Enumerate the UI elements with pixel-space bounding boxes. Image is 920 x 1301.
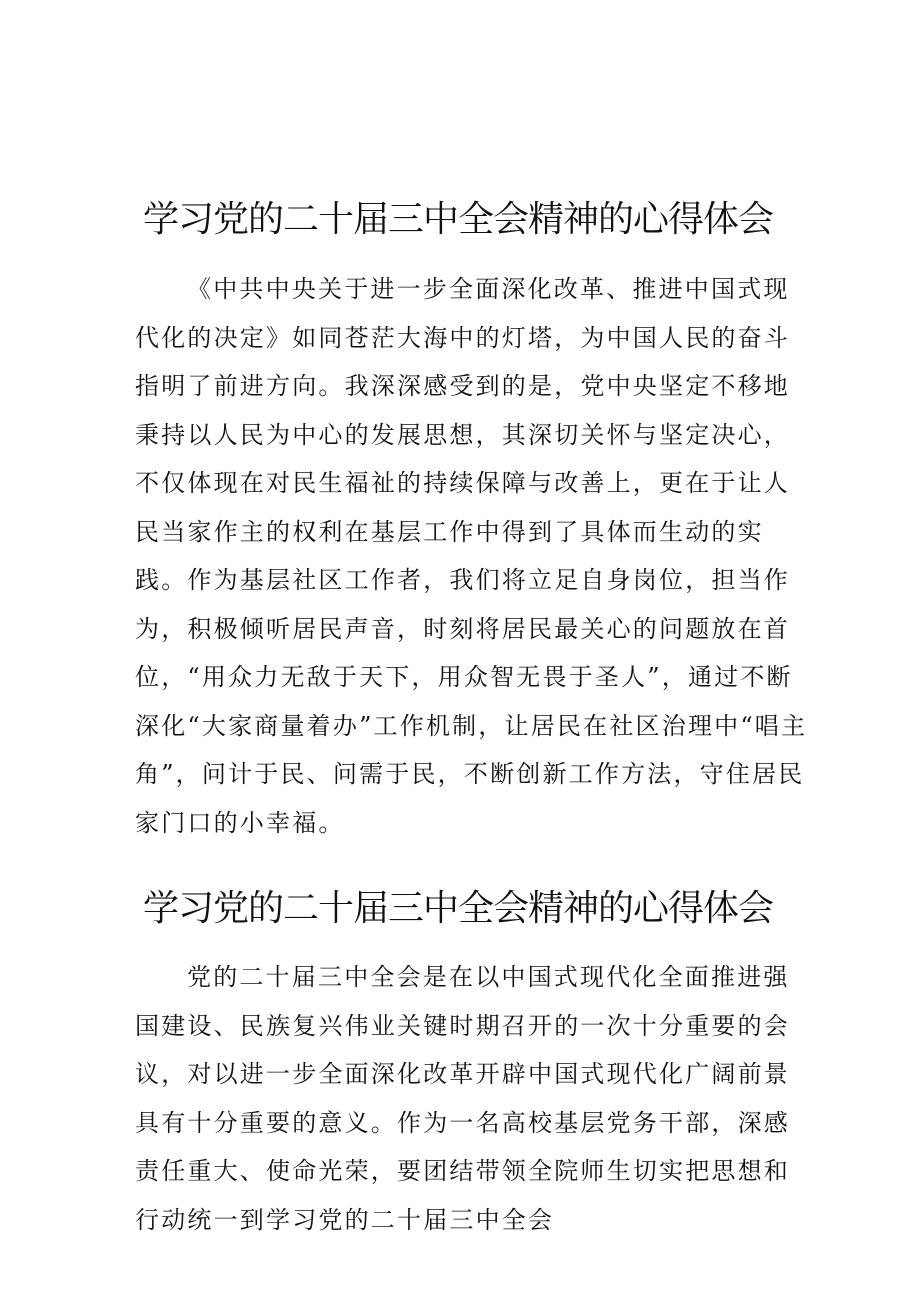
section-title: 学习党的二十届三中全会精神的心得体会 [143,199,774,241]
section-body-paragraph: 《中共中央关于进一步全面深化改革、推进中国式现代化的决定》如同苍茫大海中的灯塔，为中国人民的奋斗指明了前进方向。我深深感受到的是，党中央坚定不移地秉持以人民为中心的发展思想，其深切关怀与坚定决心，不仅体现在对民生福祉的持续保障与改善上，更在于让人民当家作主的权利在基层工作中得到了具体而生动的实践。作为基层社区工作者，我们将立足自身岗位，担当作为，积极倾听居民声音，时刻将居民最关心的问题放在首位，“用众力无敌于天下，用众智无畏于圣人”，通过不断深化“大家商量着办”工作机制，让居民在社区治理中“唱主角”，问计于民、问需于民，不断创新工作方法，守住居民家门口的小幸福。 [135,275,808,837]
section-body-paragraph: 党的二十届三中全会是在以中国式现代化全面推进强国建设、民族复兴伟业关键时期召开的一次十分重要的会议，对以进一步全面深化改革开辟中国式现代化广阔前景具有十分重要的意义。作为一名高校基层党务干部，深感责任重大、使命光荣，要团结带领全院师生切实把思想和行动统一到学习党的二十届三中全会 [135,963,790,1234]
section-title: 学习党的二十届三中全会精神的心得体会 [143,888,774,930]
